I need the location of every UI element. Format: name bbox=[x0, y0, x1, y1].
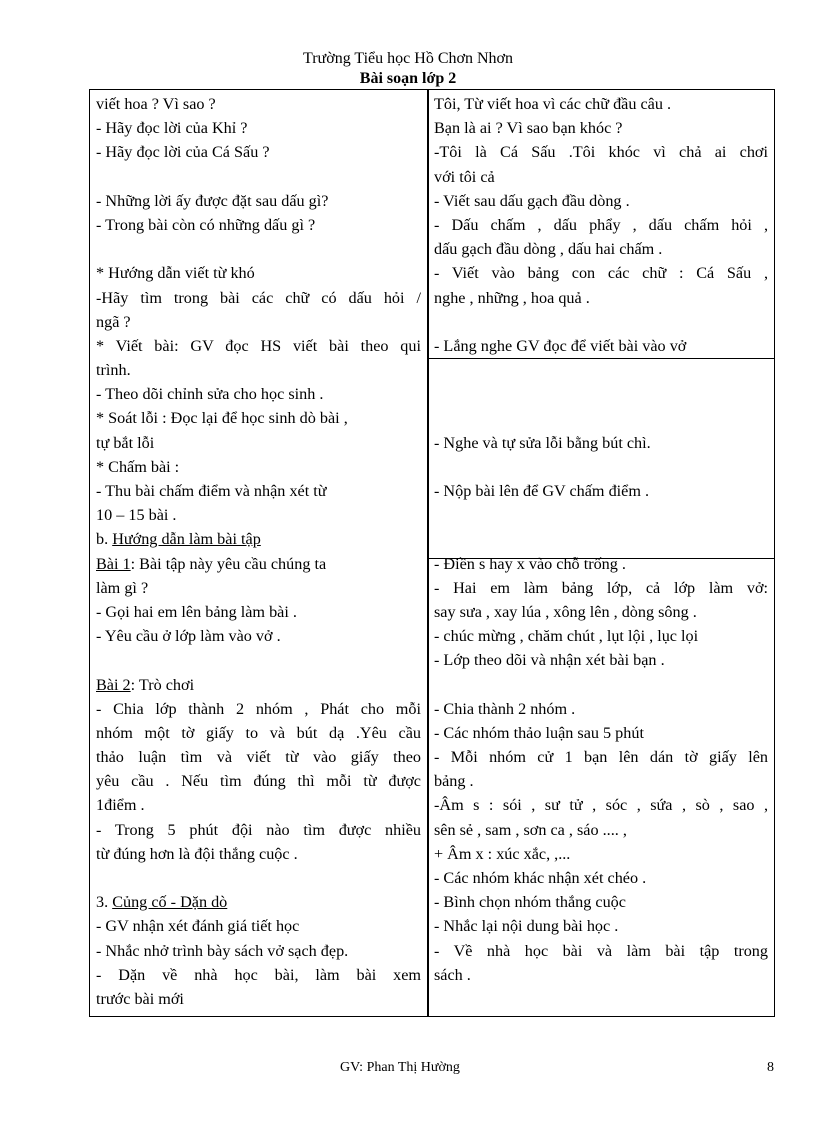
heading-prefix: b. bbox=[96, 530, 113, 549]
text-line: Bạn là ai ? Vì sao bạn khóc ? bbox=[434, 119, 623, 138]
text-line: - Nghe và tự sửa lỗi bằng bút chì. bbox=[434, 433, 651, 452]
text-line: - Thu bài chấm điểm và nhận xét từ bbox=[96, 482, 327, 500]
text-line: - Chia thành 2 nhóm . bbox=[434, 699, 576, 718]
text-line: yêu cầu . Nếu tìm đúng thì mỗi từ được bbox=[96, 772, 421, 791]
exercise-1-line bbox=[96, 552, 421, 576]
text-line: bảng . bbox=[434, 772, 474, 791]
blank-line bbox=[96, 648, 421, 672]
text-line: - Nhắc nhở trình bày sách vở sạch đẹp. bbox=[96, 941, 349, 960]
text-line: dấu gạch đầu dòng , dấu hai chấm . bbox=[434, 240, 663, 259]
text-line: * Soát lỗi : Đọc lại để học sinh dò bài , bbox=[96, 409, 348, 428]
page-number: 8 bbox=[767, 1060, 774, 1075]
text-line: - Hai em làm bảng lớp, cả lớp làm vở: bbox=[434, 578, 768, 597]
blank-line bbox=[434, 455, 768, 479]
text-line: - Các nhóm thảo luận sau 5 phút bbox=[434, 723, 644, 742]
text-line: - Theo dõi chỉnh sửa cho học sinh . bbox=[96, 385, 324, 404]
text-line: với tôi cả bbox=[434, 167, 495, 186]
text-line: - Viết sau dấu gạch đầu dòng . bbox=[434, 191, 630, 210]
text-line: + Âm x : xúc xắc, ,... bbox=[434, 844, 571, 863]
text-line: -Tôi là Cá Sấu .Tôi khóc vì chả ai chơi bbox=[434, 143, 768, 162]
teacher-activities-column bbox=[96, 92, 421, 1011]
blank-line bbox=[434, 382, 768, 406]
heading-title: Củng cố - Dặn dò bbox=[112, 893, 228, 912]
blank-line bbox=[434, 406, 768, 430]
column-divider bbox=[427, 90, 429, 1016]
text-line: trình. bbox=[96, 361, 131, 380]
blank-line bbox=[434, 527, 768, 551]
text-line: thảo luận tìm và viết từ vào giấy theo bbox=[96, 748, 421, 767]
text-line: - Các nhóm khác nhận xét chéo . bbox=[434, 869, 647, 887]
blank-line bbox=[434, 503, 768, 527]
text-line: - Gọi hai em lên bảng làm bài . bbox=[96, 602, 297, 621]
exercise-2-line bbox=[96, 673, 421, 697]
text-line: 10 – 15 bài . bbox=[96, 506, 177, 525]
text-line: Tôi, Từ viết hoa vì các chữ đầu câu . bbox=[434, 95, 672, 113]
text-line: say sưa , xay lúa , xông lên , dòng sông . bbox=[434, 602, 697, 621]
text-line: -Âm s : sói , sư tử , sóc , sứa , sò , sao , bbox=[434, 796, 768, 815]
text-line: - Lớp theo dõi và nhận xét bài bạn . bbox=[434, 651, 665, 670]
text-line: 1điểm . bbox=[96, 796, 145, 815]
text-line: - GV nhận xét đánh giá tiết học bbox=[96, 917, 300, 936]
text-line: - Viết vào bảng con các chữ : Cá Sấu , bbox=[434, 264, 768, 283]
text-line: sách . bbox=[434, 965, 471, 984]
text-line: - Điền s hay x vào chỗ trống . bbox=[434, 554, 626, 573]
text-line: - Trong bài còn có những dấu gì ? bbox=[96, 215, 316, 234]
exercise-2-text: : Trò chơi bbox=[130, 675, 195, 694]
text-line: sên sẻ , sam , sơn ca , sáo .... , bbox=[434, 820, 627, 839]
text-line: * Hướng dẫn viết từ khó bbox=[96, 264, 255, 283]
text-line: - Dặn về nhà học bài, làm bài xem bbox=[96, 965, 421, 984]
text-line: - Trong 5 phút đội nào tìm được nhiều bbox=[96, 820, 421, 839]
text-line: * Chấm bài : bbox=[96, 457, 180, 476]
text-line: - Nhắc lại nội dung bài học . bbox=[434, 917, 619, 936]
text-line: - Bình chọn nhóm thắng cuộc bbox=[434, 893, 626, 912]
text-line: trước bài mới bbox=[96, 989, 184, 1008]
text-line: nghe , những , hoa quả . bbox=[434, 288, 590, 307]
text-line: từ đúng hơn là đội thắng cuộc . bbox=[96, 844, 298, 863]
text-line: - Dấu chấm , dấu phẩy , dấu chấm hỏi , bbox=[434, 215, 768, 234]
blank-line bbox=[434, 358, 768, 382]
text-line: - Yêu cầu ở lớp làm vào vở . bbox=[96, 627, 281, 646]
text-line: - Những lời ấy được đặt sau dấu gì? bbox=[96, 191, 329, 210]
lesson-table bbox=[89, 89, 775, 1017]
text-line: - chúc mừng , chăm chút , lụt lội , lục lọi bbox=[434, 627, 699, 646]
text-line: - Về nhà học bài và làm bài tập trong bbox=[434, 941, 768, 960]
text-line: * Viết bài: GV đọc HS viết bài theo qui bbox=[96, 336, 421, 355]
text-line: tự bắt lỗi bbox=[96, 433, 155, 452]
blank-line bbox=[96, 165, 421, 189]
text-line: - Hãy đọc lời của Khỉ ? bbox=[96, 119, 248, 138]
text-line: làm gì ? bbox=[96, 578, 149, 597]
exercise-1-text: : Bài tập này yêu cầu chúng ta bbox=[130, 554, 327, 573]
text-line: - Mỗi nhóm cử 1 bạn lên dán tờ giấy lên bbox=[434, 748, 768, 767]
text-line: - Nộp bài lên để GV chấm điểm . bbox=[434, 482, 650, 500]
section-heading-review bbox=[96, 890, 421, 914]
text-line: - Hãy đọc lời của Cá Sấu ? bbox=[96, 143, 270, 162]
student-activities-column bbox=[434, 92, 768, 987]
teacher-name: GV: Phan Thị Hường bbox=[340, 1060, 460, 1075]
exercise-2-label: Bài 2 bbox=[96, 675, 131, 694]
text-line: viết hoa ? Vì sao ? bbox=[96, 95, 216, 113]
text-line: -Hãy tìm trong bài các chữ có dấu hỏi / bbox=[96, 288, 421, 307]
text-line: - Lắng nghe GV đọc để viết bài vào vở bbox=[434, 336, 687, 355]
blank-line bbox=[434, 673, 768, 697]
heading-prefix: 3. bbox=[96, 893, 113, 912]
text-line: - Chia lớp thành 2 nhóm , Phát cho mỗi bbox=[96, 699, 421, 718]
blank-line bbox=[434, 310, 768, 334]
text-line: nhóm một tờ giấy to và bút dạ .Yêu cầu bbox=[96, 723, 421, 742]
document-subject: Bài soạn lớp 2 bbox=[359, 70, 457, 87]
blank-line bbox=[96, 866, 421, 890]
school-name: Trường Tiểu học Hồ Chơn Nhơn bbox=[303, 50, 513, 67]
text-line: ngã ? bbox=[96, 312, 131, 331]
exercise-1-label: Bài 1 bbox=[96, 554, 131, 573]
heading-title: Hướng dẫn làm bài tập bbox=[112, 530, 261, 549]
section-heading-exercises bbox=[96, 527, 421, 551]
blank-line bbox=[96, 237, 421, 261]
